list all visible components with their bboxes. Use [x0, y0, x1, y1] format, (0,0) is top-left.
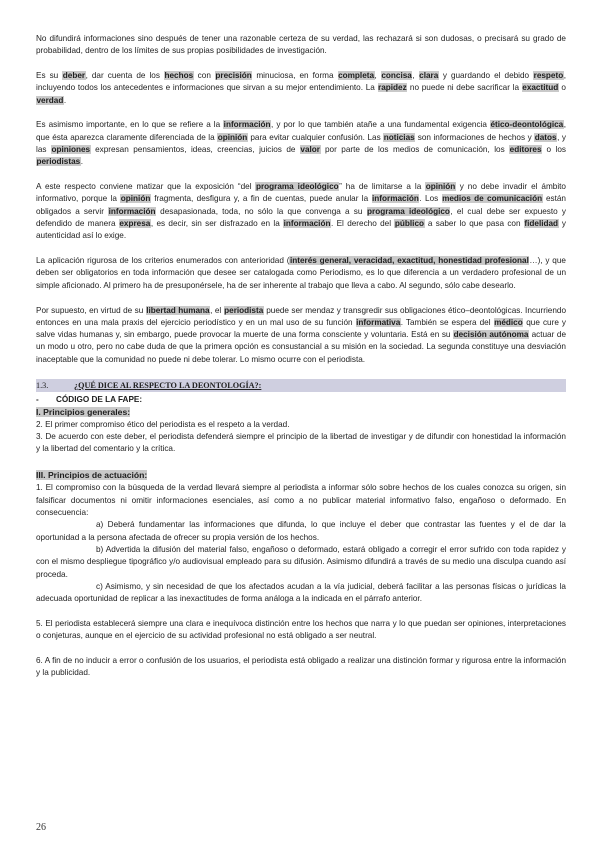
highlighted-keyword: información: [223, 120, 271, 130]
actuacion-item-1c: c) Asimismo, y sin necesidad de que los afectados acudan a la vía judicial, deberá facilitar a las personas físicas o jurídicas la adecuada oportunidad de replicar a las inexactitudes de forma análoga a la indicada en el párrafo anterior.: [36, 581, 566, 604]
highlighted-keyword: valor: [300, 145, 320, 155]
highlighted-keyword: expresa: [119, 219, 151, 229]
principio-general-3: 3. De acuerdo con este deber, el periodista defenderá siempre el principio de la libertad de investigar y de difundir con honestidad la información y la libertad del comentario y la crítica.: [36, 431, 566, 454]
highlighted-keyword: medios de comunicación: [442, 194, 543, 204]
actuacion-item-1b: b) Advertida la difusión del material falso, engañoso o deformado, estará obligado a corregir el error sufrido con toda rapidez y con el mismo despliegue tipográfico y/o audiovisual empleado para su difusión. Asimismo difundirá a través de su medio una disculpa cuando así proceda.: [36, 544, 566, 579]
highlighted-keyword: médico: [494, 317, 523, 327]
paragraph-6: Por supuesto, en virtud de su libertad humana, el periodista puede ser mendaz y transgredir sus obligaciones ético–deontológicas. Incurriendo entonces en una mala praxis del ejercicio periodístico y en un mal uso de su función informativa. También se espera del médico que cure y salve vidas humanas y, sin embargo, puede provocar la muerte de una forma consciente y voluntaria. Está en su decisión autónoma actuar de un modo u otro, pero no cabe duda de que la primera opción es consustancial a su misión en la sociedad. La segunda constituye una desviación inaceptable que la comunidad no puede ni debe tolerar. Lo mismo ocurre con el periodista.: [36, 305, 567, 364]
highlighted-keyword: libertad humana: [146, 305, 210, 315]
highlighted-keyword: hechos: [164, 71, 194, 81]
highlighted-keyword: opiniones: [51, 145, 91, 155]
principios-generales-heading-text: I. Principios generales:: [36, 406, 131, 417]
paragraph-4: A este respecto conviene matizar que la exposición “del programa ideológico” ha de limitarse a la opinión y no debe invadir el ámbito informativo, porque la opinión fragmenta, desfigura y, a fin de cuentas, puede anular la información. Los medios de comunicación están obligados a servir información desapasionada, toda, no sólo la que convenga a su programa ideológico, el cual debe ser expuesto y defendido de manera expresa, es decir, sin ser disfrazado en la información. El derecho del público a saber lo que pasa con fidelidad y autenticidad así lo exige.: [36, 182, 566, 241]
highlighted-keyword: datos: [534, 132, 557, 142]
highlighted-keyword: decisión autónoma: [453, 330, 529, 340]
highlighted-keyword: información: [108, 206, 156, 216]
section-title: ¿QUÉ DICE AL RESPECTO LA DEONTOLOGÍA?:: [74, 380, 262, 390]
highlighted-keyword: exactitud: [522, 83, 559, 93]
highlighted-keyword: programa ideológico: [255, 182, 339, 192]
highlighted-keyword: periodista: [224, 305, 264, 315]
code-subheading-text: CÓDIGO DE LA FAPE:: [56, 394, 143, 404]
highlighted-keyword: público: [394, 219, 424, 229]
paragraph-1: No difundirá informaciones sino después de tener una razonable certeza de su verdad, las rechazará si son dudosas, o precisará su grado de probabilidad, dentro de los límites de sus propias posibilidades de investigación.: [36, 34, 566, 56]
highlighted-keyword: opinión: [217, 132, 248, 142]
highlighted-keyword: editores: [509, 145, 542, 155]
highlighted-keyword: opinión: [425, 182, 456, 192]
paragraph-5: La aplicación rigurosa de los criterios enumerados con anterioridad (interés general, veracidad, exactitud, honestidad profesional…), y que deben ser obligatorios en toda información que desee ser catalogada como Periodismo, es lo que diferencia a un verdadero profesional de un simple aficionado. Al primero ha de presuponérsele, ha de ser inherente al trabajo que lleva a cabo. Al segundo, sólo cabe desearlo.: [36, 256, 566, 290]
highlighted-keyword: periodistas: [36, 157, 81, 167]
highlighted-keyword: completa: [338, 71, 375, 81]
actuacion-item-5: 5. El periodista establecerá siempre una clara e inequívoca distinción entre los hechos que narra y lo que puedan ser opiniones, interpretaciones o conjeturas, aunque en el ejercicio de su actividad profesional no está obligado a ser neutral.: [36, 618, 566, 641]
highlighted-keyword: ético-deontológica: [490, 120, 564, 130]
code-subheading: [36, 394, 566, 406]
principios-actuacion-heading: [36, 469, 566, 482]
section-heading-bar: [36, 379, 566, 392]
highlighted-keyword: verdad: [36, 95, 64, 105]
document-page: [36, 33, 566, 692]
actuacion-item-1: 1. El compromiso con la búsqueda de la verdad llevará siempre al periodista a informar sólo sobre hechos de los cuales conozca su origen, sin falsificar documentos ni omitir informaciones esenciales, así como a no publicar material informativo falso, engañoso o deformado. En consecuencia:: [36, 483, 566, 518]
actuacion-item-6: 6. A fin de no inducir a error o confusión de los usuarios, el periodista está obligado a realizar una distinción formar y rigurosa entre la información y la publicidad.: [36, 655, 566, 678]
highlighted-keyword: deber: [62, 71, 86, 81]
highlighted-keyword: concisa: [381, 71, 412, 81]
paragraph-3: Es asimismo importante, en lo que se refiere a la información, y por lo que también atañe a una fundamental exigencia ético-deontológica, que ésta aparezca claramente diferenciada de la opinión para evitar cualquier confusión. Las noticias son informaciones de hechos y datos, y las opiniones expresan pensamientos, ideas, creencias, juicios de valor por parte de los medios de comunicación, los editores o los periodistas.: [36, 120, 567, 167]
highlighted-keyword: información: [283, 219, 331, 229]
principio-general-2: 2. El primer compromiso ético del periodista es el respeto a la verdad.: [36, 419, 290, 429]
highlighted-keyword: fidelidad: [524, 219, 559, 229]
highlighted-keyword: interés general, veracidad, exactitud, honestidad profesional: [289, 256, 529, 266]
principios-generales-heading: [36, 406, 566, 419]
actuacion-item-1a: a) Deberá fundamentar las informaciones que difunda, lo que incluye el deber que contrastar las fuentes y el de dar la oportunidad a la persona afectada de ofrecer su propia versión de los hechos.: [36, 520, 566, 542]
highlighted-keyword: noticias: [383, 132, 415, 142]
highlighted-keyword: rapidez: [378, 83, 407, 93]
highlighted-keyword: programa ideológico: [367, 206, 450, 216]
highlighted-keyword: informativa: [356, 317, 401, 327]
highlighted-keyword: clara: [419, 71, 439, 81]
section-number: 1.3.: [36, 380, 49, 390]
subheading-dash: -: [36, 394, 39, 404]
principios-actuacion-heading-text: III. Principios de actuación:: [36, 470, 148, 481]
highlighted-keyword: opinión: [120, 194, 151, 204]
highlighted-keyword: información: [372, 194, 419, 204]
highlighted-keyword: precisión: [215, 71, 252, 81]
page-number: 26: [36, 822, 46, 833]
paragraph-2: Es su deber, dar cuenta de los hechos con precisión minuciosa, en forma completa, concisa, clara y guardando el debido respeto, incluyendo todos los antecedentes e informaciones que sirvan a su mejor entendimiento. La rapidez no puede ni debe sacrificar la exactitud o verdad.: [36, 71, 566, 105]
highlighted-keyword: respeto: [533, 71, 564, 81]
